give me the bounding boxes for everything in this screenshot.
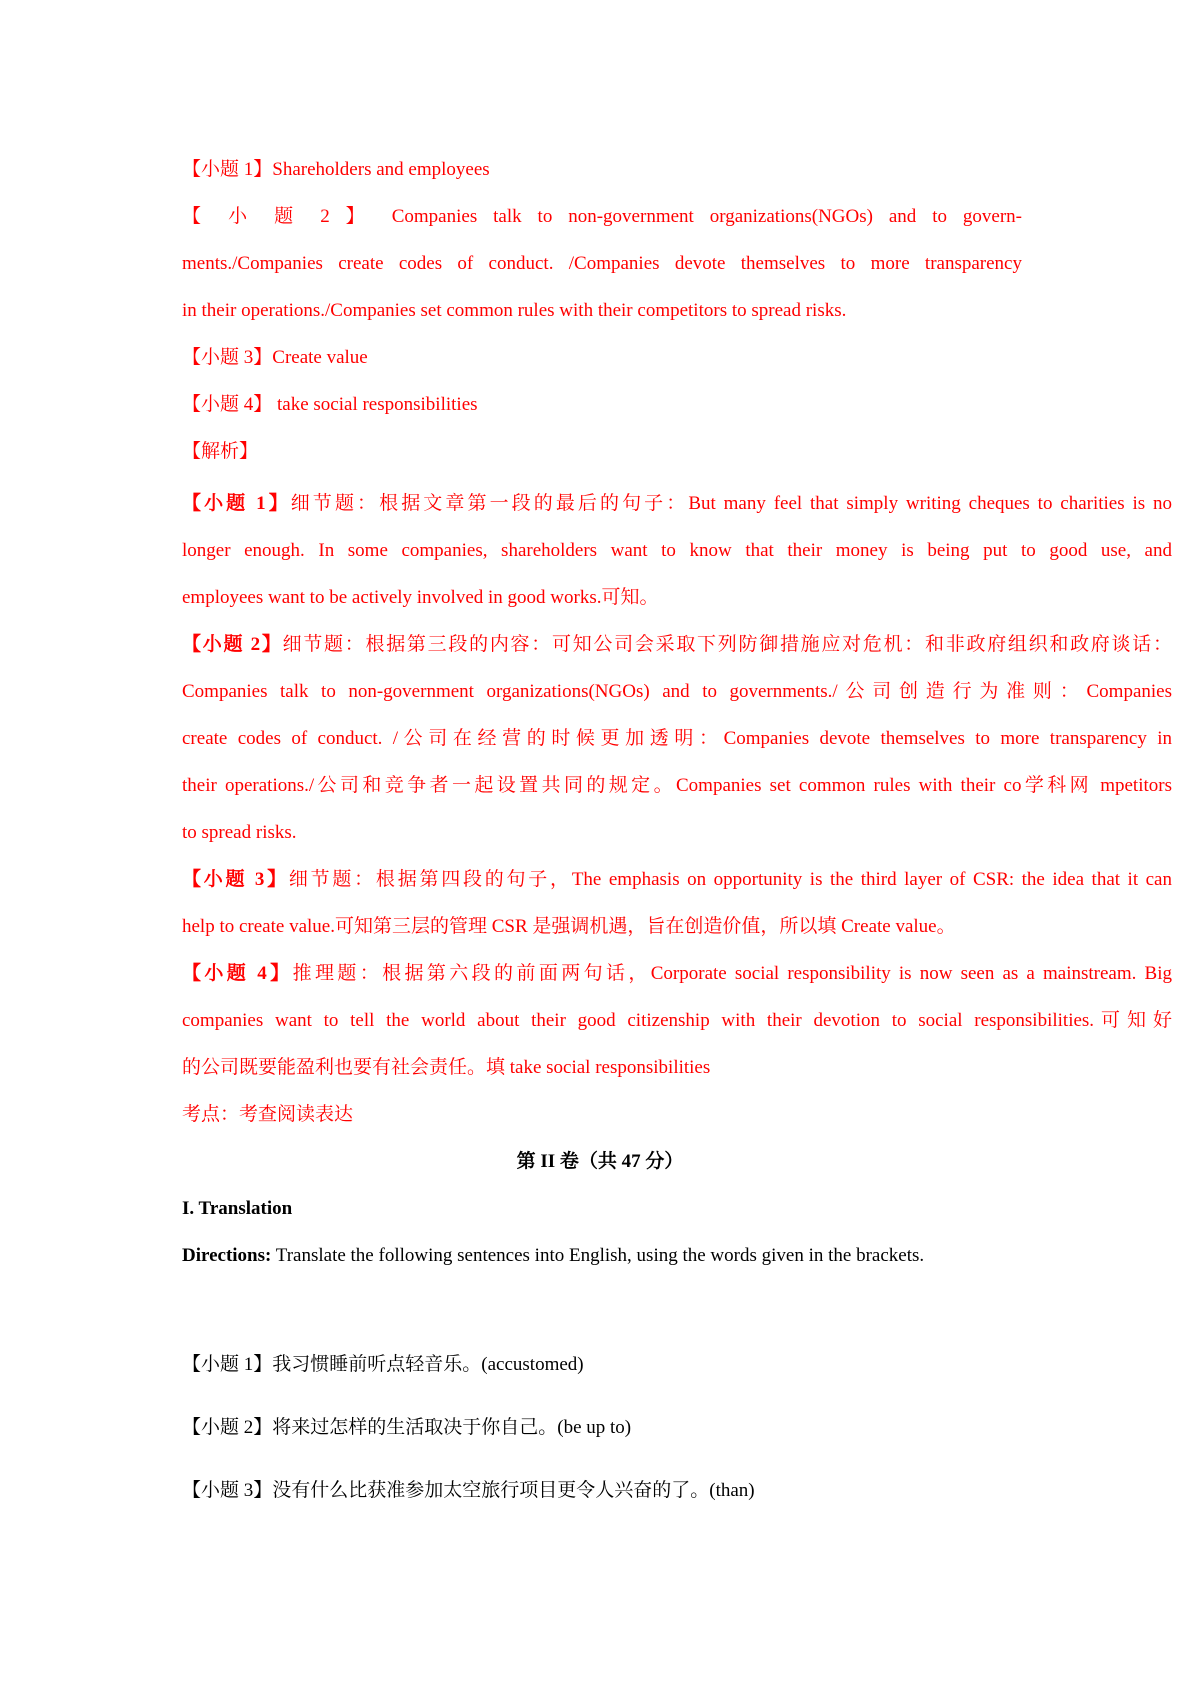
answer-2-line-2: ments./Companies create codes of conduct. /Companies devote themselves to more transparency: [182, 253, 1022, 274]
answer-2-text-1: Companies talk to non-government organizations(NGOs) and to govern-: [391, 206, 1022, 227]
directions: [182, 1242, 924, 1270]
analysis-4-label: 【小题 4】: [182, 963, 293, 984]
analysis-1-line-1: [182, 490, 1172, 518]
translation-item-1: [182, 1351, 584, 1379]
answer-1-label: 【小题 1】: [182, 159, 273, 180]
analysis-4-line-3: 的公司既要能盈利也要有社会责任。填 take social responsibilities: [182, 1057, 711, 1078]
analysis-2-line-5: to spread risks.: [182, 822, 297, 843]
analysis-1-line-3: employees want to be actively involved in good works.可知。: [182, 587, 659, 608]
analysis-2-line-3: create codes of conduct. /公司在经营的时候更加透明：Companies devote themselves to more transparency in: [182, 728, 1172, 749]
analysis-2-line-4: their operations./公司和竞争者一起设置共同的规定。Companies set common rules with their co学科网 mpetitors: [182, 775, 1172, 796]
analysis-3-line-1: [182, 866, 1172, 894]
analysis-3-line-2: help to create value.可知第三层的管理 CSR 是强调机遇，旨在创造价值，所以填 Create value。: [182, 916, 956, 937]
answer-3: [182, 344, 368, 372]
answer-1-text: Shareholders and employees: [272, 159, 490, 180]
translation-item-2: [182, 1414, 631, 1442]
translation-1-text: 我习惯睡前听点轻音乐。(accustomed): [272, 1354, 584, 1375]
section-title: 第 II 卷（共 47 分）: [516, 1151, 684, 1172]
answer-4-label: 【小题 4】: [182, 394, 273, 415]
translation-2-text: 将来过怎样的生活取决于你自己。(be up to): [272, 1417, 632, 1438]
answer-4-text: take social responsibilities: [272, 394, 478, 415]
answer-2-line-3: in their operations./Companies set common rules with their competitors to spread risks.: [182, 300, 847, 321]
analysis-4-line-1: [182, 960, 1172, 988]
answer-3-text: Create value: [272, 347, 368, 368]
kaodian-note: 考点：考查阅读表达: [182, 1104, 354, 1125]
answer-2-label: 【 小 题 2 】: [182, 206, 376, 227]
analysis-1-line-2: longer enough. In some companies, shareholders want to know that their money is being put to good use, and: [182, 540, 1172, 561]
translation-3-label: 【小题 3】: [182, 1480, 273, 1501]
analysis-2-label: 【小题 2】: [182, 634, 283, 655]
analysis-3-text-1: 细节题：根据第四段的句子，The emphasis on opportunity is the third layer of CSR: the idea that it can: [288, 869, 1172, 890]
answer-2-line-1: [182, 203, 1022, 231]
translation-2-label: 【小题 2】: [182, 1417, 273, 1438]
translation-1-label: 【小题 1】: [182, 1354, 273, 1375]
directions-text: Translate the following sentences into English, using the words given in the brackets.: [271, 1245, 925, 1266]
directions-label: Directions:: [182, 1245, 272, 1266]
answer-4: [182, 391, 478, 419]
translation-3-text: 没有什么比获准参加太空旅行项目更令人兴奋的了。(than): [272, 1480, 755, 1501]
analysis-2-line-1: [182, 631, 1172, 659]
analysis-4-text-1: 推理题：根据第六段的前面两句话，Corporate social responsibility is now seen as a mainstream. Big: [292, 963, 1172, 984]
translation-heading: I. Translation: [182, 1198, 293, 1219]
answer-1: [182, 156, 490, 184]
analysis-3-label: 【小题 3】: [182, 869, 289, 890]
analysis-2-line-2: Companies talk to non-government organizations(NGOs) and to governments./公司创造行为准则：Companies: [182, 681, 1172, 702]
analysis-1-text-1: 细节题：根据文章第一段的最后的句子：But many feel that simply writing cheques to charities is no: [290, 493, 1172, 514]
translation-item-3: [182, 1477, 755, 1505]
analysis-1-label: 【小题 1】: [182, 493, 291, 514]
answer-3-label: 【小题 3】: [182, 347, 273, 368]
analysis-2-text-1: 细节题：根据第三段的内容：可知公司会采取下列防御措施应对危机：和非政府组织和政府谈话：: [282, 634, 1172, 655]
analysis-4-line-2: companies want to tell the world about their good citizenship with their devotion to social responsibilities.可知好: [182, 1010, 1172, 1031]
analysis-label: 【解析】: [182, 441, 259, 462]
